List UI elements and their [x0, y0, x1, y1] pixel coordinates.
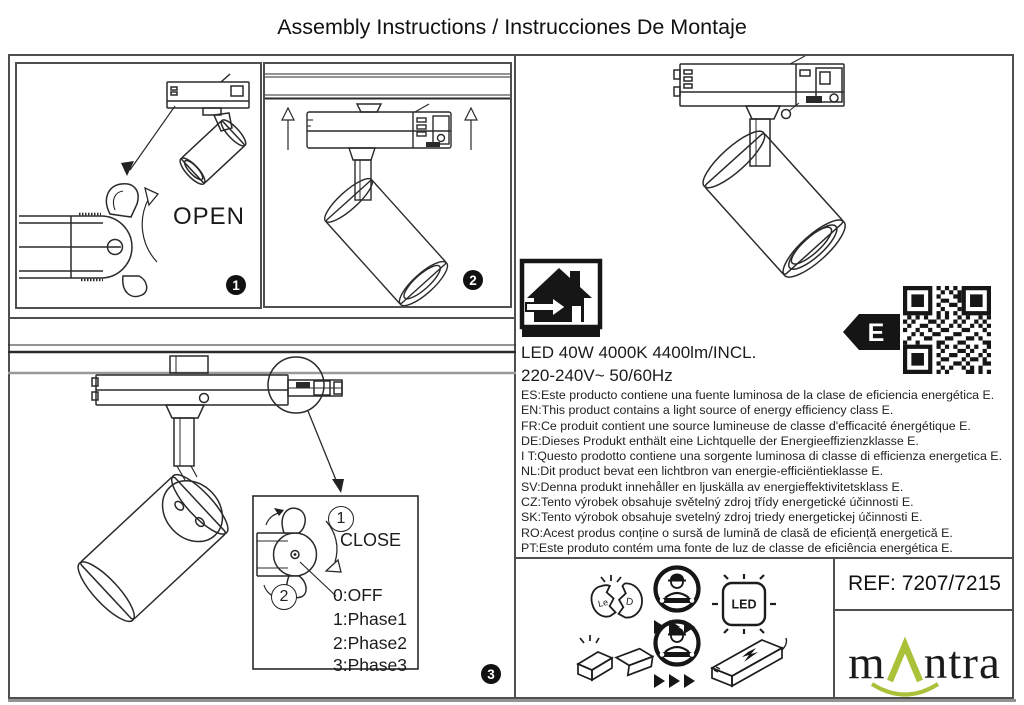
- frame-shadow: [8, 699, 1016, 702]
- driver-icon: [704, 626, 790, 692]
- callout-switch-circle: 2: [271, 584, 297, 610]
- light-source-house-icon: [519, 258, 603, 340]
- lang-line-pt: PT:Este produto contém uma fonte de luz de classe de eficiência energética E.: [521, 540, 953, 555]
- open-label: OPEN: [173, 203, 246, 230]
- brand-letters-ntra: ntra: [923, 637, 1001, 689]
- lang-line-de: DE:Dieses Produkt enthält eine Lichtquelle der Energieeffizienzklasse E.: [521, 433, 919, 448]
- brand-logo: [835, 611, 1014, 697]
- step1-drawing: [17, 64, 260, 307]
- language-lines: [521, 388, 1013, 556]
- step3-number-badge: 3: [481, 664, 501, 684]
- led-module-label: LED: [731, 597, 757, 612]
- spec-voltage-line: 220-240V~ 50/60Hz: [521, 366, 673, 385]
- broken-led-right-label: D: [625, 596, 634, 609]
- energy-class-letter: E: [867, 319, 885, 347]
- panel-step-1: [15, 62, 262, 309]
- lang-line-sk: SK:Tento výrobok obsahuje svetelný zdroj triedy energetickej účinnosti E.: [521, 510, 923, 525]
- lang-line-it: I T:Questo prodotto contiene una sorgente luminosa di classe di efficienza energetica E.: [521, 449, 1003, 464]
- led-module-icon: [712, 574, 776, 634]
- switch-position-phase2: 2:Phase2: [333, 633, 407, 653]
- lang-line-en: EN:This product contains a light source of energy efficiency class E.: [521, 403, 894, 418]
- brand-letter-m: m: [848, 637, 886, 689]
- close-label: CLOSE: [340, 530, 402, 550]
- switch-position-off: 0:OFF: [333, 585, 383, 605]
- energy-class-arrow: [842, 312, 900, 352]
- switch-position-phase3: 3:Phase3: [333, 655, 407, 675]
- brand-caret-icon: [887, 643, 923, 683]
- product-drawing: [528, 54, 1008, 269]
- switch-position-phase1: 1:Phase1: [333, 609, 407, 629]
- lang-line-fr: FR:Ce produit contient une source lumineuse de classe d'efficacité énergétique E.: [521, 418, 971, 433]
- broken-led-icon: [588, 574, 648, 630]
- broken-led-left-label: Le: [597, 597, 609, 609]
- broken-driver-icon: [572, 634, 654, 692]
- lang-line-es: ES:Este producto contiene una fuente luminosa de la clase de eficiencia energética E.: [521, 388, 995, 402]
- page-title: Assembly Instructions / Instrucciones De Montaje: [277, 15, 747, 39]
- lang-line-ro: RO:Acest produs conține o sursă de lumină de clasă de eficiență energetică E.: [521, 525, 953, 540]
- step2-number-badge: 2: [463, 270, 483, 290]
- lang-line-nl: NL:Dit product bevat een lichtbron van energie-efficiëntieklasse E.: [521, 464, 884, 479]
- step3-drawing: [8, 319, 516, 697]
- technician-icon: [650, 618, 704, 690]
- callout-rotate-circle: 1: [328, 506, 354, 532]
- reference-number: REF: 7207/7215: [848, 572, 1001, 595]
- step1-number-badge: 1: [226, 275, 246, 295]
- lang-line-cz: CZ:Tento výrobek obsahuje světelný zdroj třídy energetické účinnosti E.: [521, 495, 914, 510]
- proceed-arrows-icon: [654, 674, 695, 688]
- spec-power-line: LED 40W 4000K 4400lm/INCL.: [521, 343, 757, 362]
- qr-code: [901, 286, 993, 374]
- lang-line-sv: SV:Denna produkt innehåller en ljuskälla av energieffektivitetsklass E.: [521, 479, 904, 494]
